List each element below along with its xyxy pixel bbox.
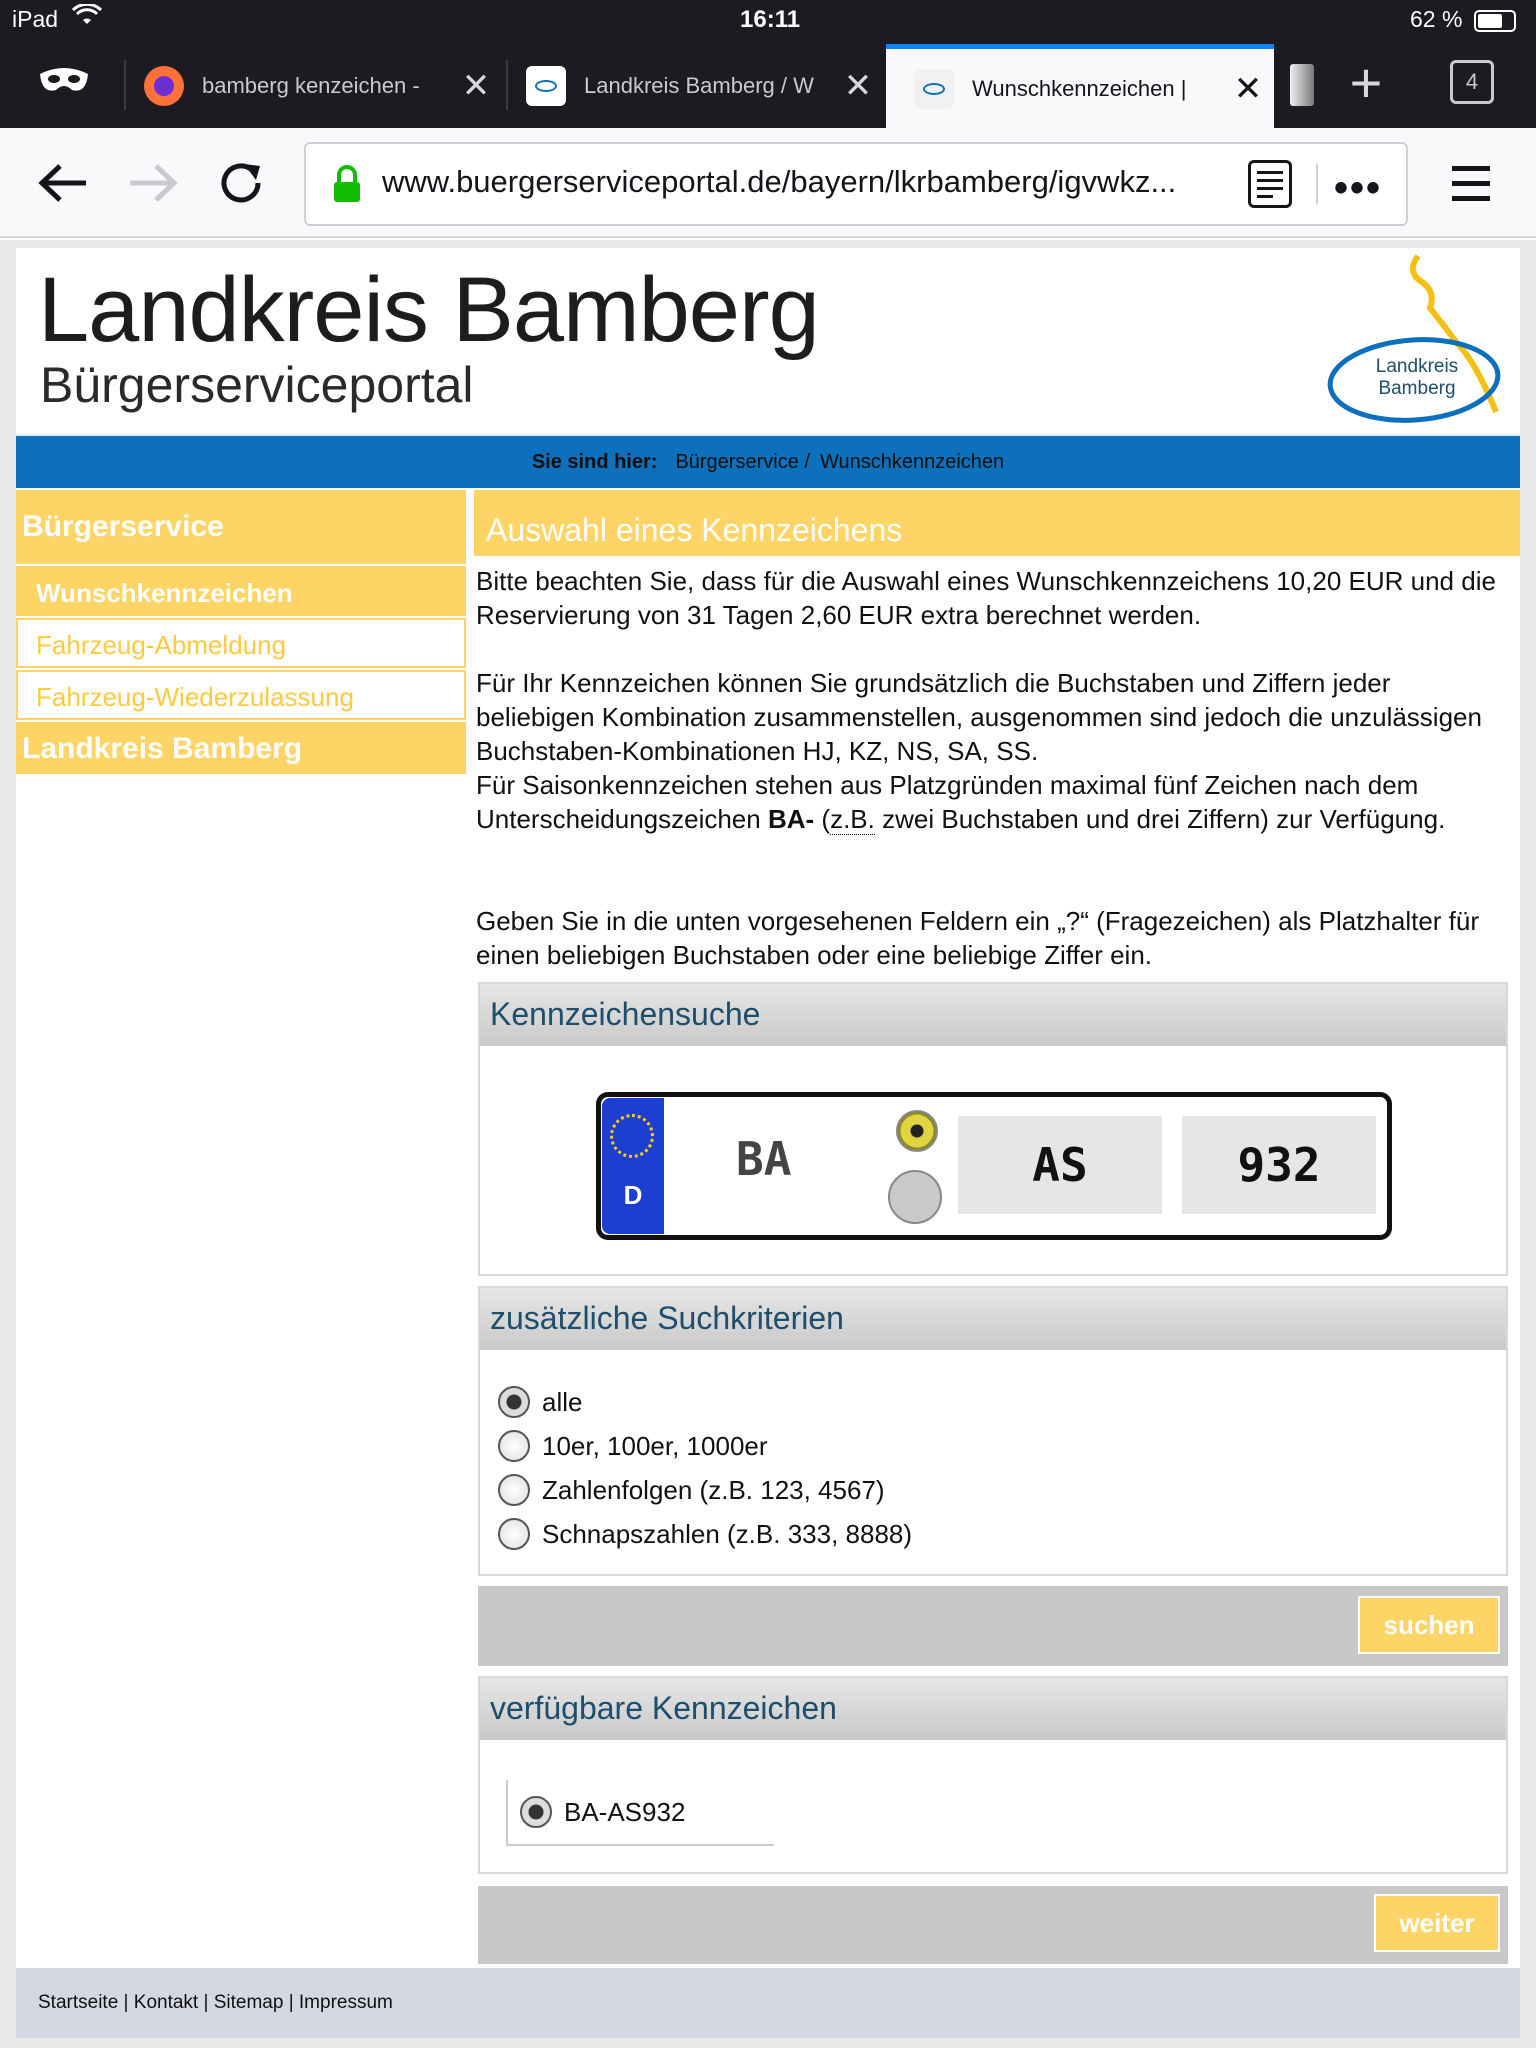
radio-label: Schnapszahlen (z.B. 333, 8888) xyxy=(542,1518,913,1549)
landkreis-favicon xyxy=(914,69,954,109)
firefox-icon xyxy=(144,66,184,106)
footer-separator: | xyxy=(123,1992,129,2013)
reload-icon[interactable] xyxy=(214,156,268,215)
status-battery: 62 % xyxy=(1410,6,1463,32)
radio-button[interactable] xyxy=(520,1796,552,1828)
radio-button[interactable] xyxy=(498,1474,530,1506)
radio-row-zahlenfolgen[interactable] xyxy=(498,1474,885,1506)
page-actions-icon[interactable]: ••• xyxy=(1334,166,1383,210)
season-text: Für Saisonkennzeichen stehen aus Platzgründen maximal fünf Zeichen nach dem Unterscheidungszeichen xyxy=(476,770,1419,834)
breadcrumb xyxy=(16,436,1520,488)
tab-overflow-preview[interactable] xyxy=(1290,64,1314,106)
site-title: Landkreis Bamberg xyxy=(38,259,819,361)
eu-stars-icon xyxy=(610,1114,654,1158)
tab-bamberg-search[interactable] xyxy=(144,44,494,128)
available-plate-option[interactable] xyxy=(520,1796,685,1828)
radio-row-zehner[interactable] xyxy=(498,1430,768,1462)
new-tab-icon[interactable]: + xyxy=(1349,51,1383,114)
lock-icon xyxy=(332,164,362,209)
url-text[interactable]: www.buergerserviceportal.de/bayern/lkrbamberg/igvwkz... xyxy=(382,164,1177,199)
radio-button[interactable] xyxy=(498,1430,530,1462)
tab-wunschkennzeichen[interactable] xyxy=(886,44,1274,128)
digits-input[interactable]: 932 xyxy=(1182,1116,1376,1214)
panel-heading: verfügbare Kennzeichen xyxy=(480,1678,1506,1740)
reader-mode-icon[interactable] xyxy=(1248,160,1292,208)
tab-title: bamberg kenzeichen - xyxy=(202,73,420,98)
logo-text xyxy=(1362,356,1472,400)
status-device: iPad xyxy=(12,6,59,32)
sidebar-section-landkreis[interactable]: Landkreis Bamberg xyxy=(16,722,466,774)
battery-icon xyxy=(1474,10,1516,32)
urlbar-divider xyxy=(1316,164,1318,204)
next-button[interactable]: weiter xyxy=(1374,1894,1500,1952)
radio-label: alle xyxy=(542,1386,583,1417)
sidebar-heading[interactable]: Bürgerservice xyxy=(16,490,466,564)
footer-link-sitemap[interactable]: Sitemap xyxy=(213,1992,284,2013)
menu-icon[interactable] xyxy=(1452,162,1490,201)
district-code: BA- xyxy=(767,804,815,834)
page-title: Auswahl eines Kennzeichens xyxy=(474,490,1520,556)
site-footer xyxy=(16,1968,1520,2038)
inspection-sticker-icon xyxy=(896,1110,938,1152)
plate-label: BA-AS932 xyxy=(564,1796,686,1827)
tab-title: Wunschkennzeichen | xyxy=(972,75,1187,101)
tab-separator xyxy=(124,60,126,110)
radio-button[interactable] xyxy=(498,1386,530,1418)
radio-row-schnapszahlen[interactable] xyxy=(498,1518,912,1550)
footer-link-impressum[interactable]: Impressum xyxy=(298,1992,393,2013)
breadcrumb-link-buergerservice[interactable]: Bürgerservice / xyxy=(675,450,810,473)
season-text-end: zwei Buchstaben und drei Ziffern) zur Verfügung. xyxy=(882,804,1446,834)
tab-separator xyxy=(506,60,508,110)
fee-notice: Bitte beachten Sie, dass für die Auswahl eines Wunschkennzeichens 10,20 EUR und die Reservierung von 31 Tagen 2,60 EUR extra berechnet werden. xyxy=(476,566,1496,630)
footer-link-startseite[interactable]: Startseite xyxy=(38,1992,119,2013)
site-subtitle: Bürgerserviceportal xyxy=(40,357,474,413)
country-code: D xyxy=(623,1180,643,1210)
sidebar-item-wiederzulassung[interactable]: Fahrzeug-Wiederzulassung xyxy=(16,670,466,720)
logo-line-1: Landkreis xyxy=(1375,356,1459,377)
forward-arrow-icon[interactable] xyxy=(126,156,180,215)
radio-button[interactable] xyxy=(498,1518,530,1550)
abbr: z.B. xyxy=(830,804,875,834)
close-tab-icon[interactable]: ✕ xyxy=(843,67,873,105)
footer-separator: | xyxy=(288,1992,294,2013)
next-button-bar xyxy=(478,1886,1508,1964)
tab-count-button[interactable]: 4 xyxy=(1450,60,1494,104)
combination-notice: Für Ihr Kennzeichen können Sie grundsätzlich die Buchstaben und Ziffern jeder beliebigen Kombination zusammenstellen, ausgenommen sind jedoch die unzulässigen Buchstaben-Kombinationen HJ, KZ, NS, SA, SS. xyxy=(476,668,1482,766)
radio-row-alle[interactable] xyxy=(498,1386,582,1418)
panel-heading: zusätzliche Suchkriterien xyxy=(480,1288,1506,1350)
sidebar-item-wunschkennzeichen[interactable]: Wunschkennzeichen xyxy=(16,566,466,616)
breadcrumb-current[interactable]: Wunschkennzeichen xyxy=(819,450,1005,473)
landkreis-logo xyxy=(1326,252,1506,432)
status-time: 16:11 xyxy=(740,6,801,33)
placeholder-notice: Geben Sie in die unten vorgesehenen Feldern ein „?“ (Fragezeichen) als Platzhalter für einen beliebigen Buchstaben oder eine beliebige Ziffer ein. xyxy=(476,906,1480,970)
breadcrumb-label: Sie sind hier: xyxy=(531,450,658,473)
letters-input[interactable]: AS xyxy=(958,1116,1162,1214)
panel-heading: Kennzeichensuche xyxy=(480,984,1506,1046)
tab-landkreis-bamberg[interactable] xyxy=(526,44,876,128)
private-mask-icon[interactable] xyxy=(36,60,92,108)
landkreis-favicon xyxy=(526,66,566,106)
season-plate-notice: Für Saisonkennzeichen stehen aus Platzgründen maximal fünf Zeichen nach dem Unterscheidungszeichen BA- (z.B. zwei Buchstaben und drei Ziffern) zur Verfügung. xyxy=(476,770,1446,834)
back-arrow-icon[interactable] xyxy=(36,156,90,215)
close-tab-icon[interactable]: ✕ xyxy=(461,67,491,105)
radio-label: 10er, 100er, 1000er xyxy=(542,1430,768,1461)
search-button-bar xyxy=(478,1586,1508,1666)
radio-label: Zahlenfolgen (z.B. 123, 4567) xyxy=(542,1474,885,1505)
close-tab-icon[interactable]: ✕ xyxy=(1233,69,1263,108)
eu-band xyxy=(602,1098,664,1234)
registration-seal-icon xyxy=(888,1170,942,1224)
search-button[interactable]: suchen xyxy=(1358,1596,1500,1654)
footer-separator: | xyxy=(203,1992,209,2013)
district-code-plate: BA xyxy=(736,1132,792,1186)
wifi-icon xyxy=(72,4,102,35)
logo-line-2: Bamberg xyxy=(1378,378,1456,399)
tab-title: Landkreis Bamberg / W xyxy=(584,73,814,98)
sidebar-item-abmeldung[interactable]: Fahrzeug-Abmeldung xyxy=(16,618,466,668)
footer-link-kontakt[interactable]: Kontakt xyxy=(133,1992,199,2013)
